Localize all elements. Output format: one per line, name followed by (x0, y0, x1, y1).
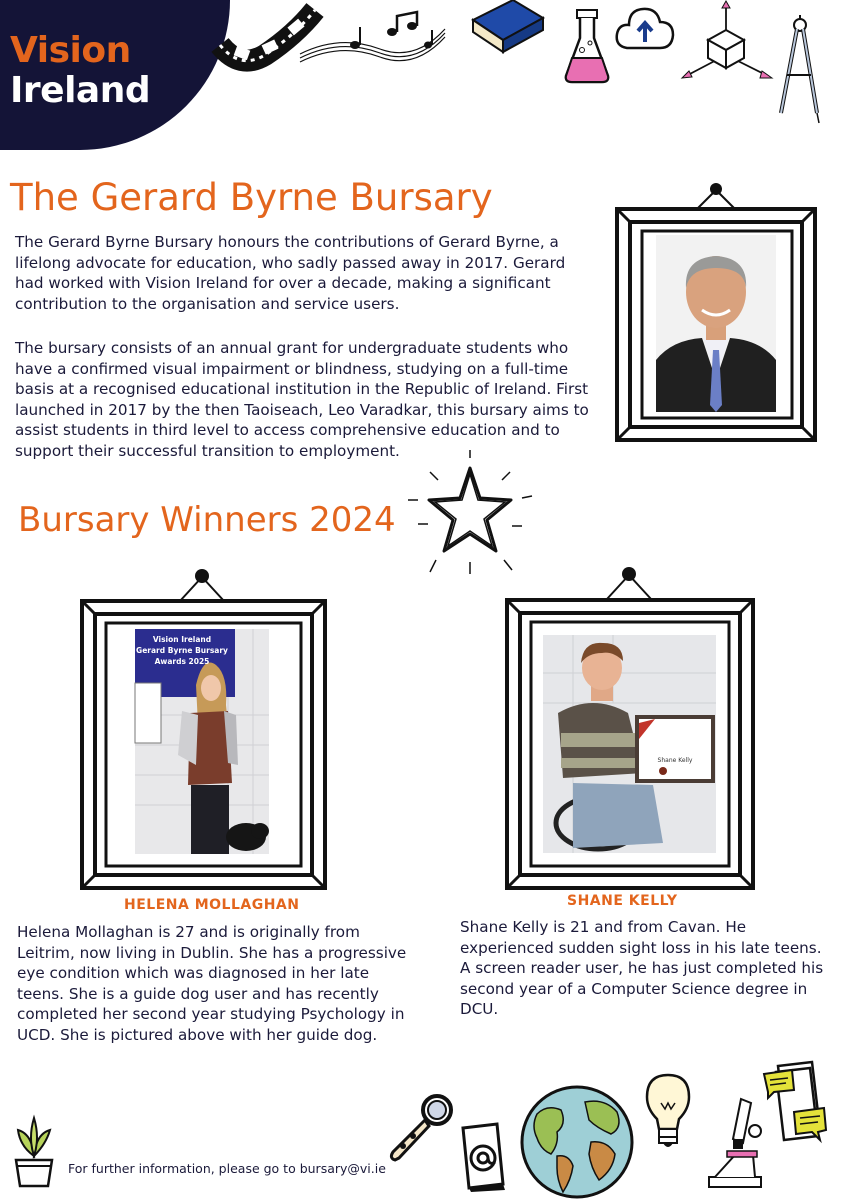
photo-banner-line: Awards 2025 (154, 657, 210, 666)
music-notes-icon (300, 12, 450, 72)
chat-bubbles-icon (762, 1060, 828, 1150)
section-title: Bursary Winners 2024 (18, 500, 396, 540)
winner-name: SHANE KELLY (567, 893, 678, 909)
winner-photo-frame (503, 563, 758, 893)
winner-photo-frame (78, 565, 330, 892)
winner-name: HELENA MOLLAGHAN (124, 897, 300, 913)
at-sign-icon (457, 1120, 509, 1192)
cloud-upload-icon (615, 0, 675, 55)
certificate-name: Shane Kelly (657, 757, 693, 764)
star-icon (408, 450, 533, 578)
portrait-frame (612, 180, 822, 445)
logo-text-vision: Vision (10, 30, 131, 71)
intro-paragraph: The bursary consists of an annual grant for undergraduate students who have a confirmed visual impairment or blindness, studying on a full-time basis at a recognised educational institution in the Republic of Ireland. First launched in 2017 by the then Taoiseach, Leo Varadkar, this bursary aims to assist students in third level to access comprehensive education and to support their successful transition to employment. (15, 339, 589, 460)
book-icon (468, 0, 548, 55)
photo-banner-line: Vision Ireland (152, 635, 212, 644)
footer-info: For further information, please go to bursary@vi.ie (68, 1161, 386, 1176)
microscope-icon (705, 1095, 767, 1190)
compass-icon (775, 15, 825, 127)
winner-bio: Helena Mollaghan is 27 and is originally from Leitrim, now living in Dublin. She has a progressive eye condition which was diagnosed in her late teens. She is a guide dog user and has recently completed her second year studying Psychology in UCD. She is pictured above with her guide dog. (17, 923, 407, 1044)
lightbulb-icon (643, 1073, 693, 1153)
intro-paragraph: The Gerard Byrne Bursary honours the contributions of Gerard Byrne, a lifelong advocate for education, who sadly passed away in 2017. Gerard had worked with Vision Ireland for over a decade, making a significant contribution to the organisation and service users. (15, 233, 566, 313)
globe-icon (517, 1084, 637, 1200)
page-title: The Gerard Byrne Bursary (10, 176, 493, 219)
logo-text-ireland: Ireland (10, 70, 151, 111)
winner-bio: Shane Kelly is 21 and from Cavan. He experienced sudden sight loss in his late teens. A screen reader user, he has just completed his second year of a Computer Science degree in DCU. (460, 918, 824, 1019)
magnifier-icon (385, 1092, 457, 1164)
cube-axes-icon (678, 0, 774, 82)
plant-pot-icon (10, 1116, 58, 1188)
photo-banner-line: Gerard Byrne Bursary (136, 646, 228, 655)
flask-icon (562, 8, 612, 86)
